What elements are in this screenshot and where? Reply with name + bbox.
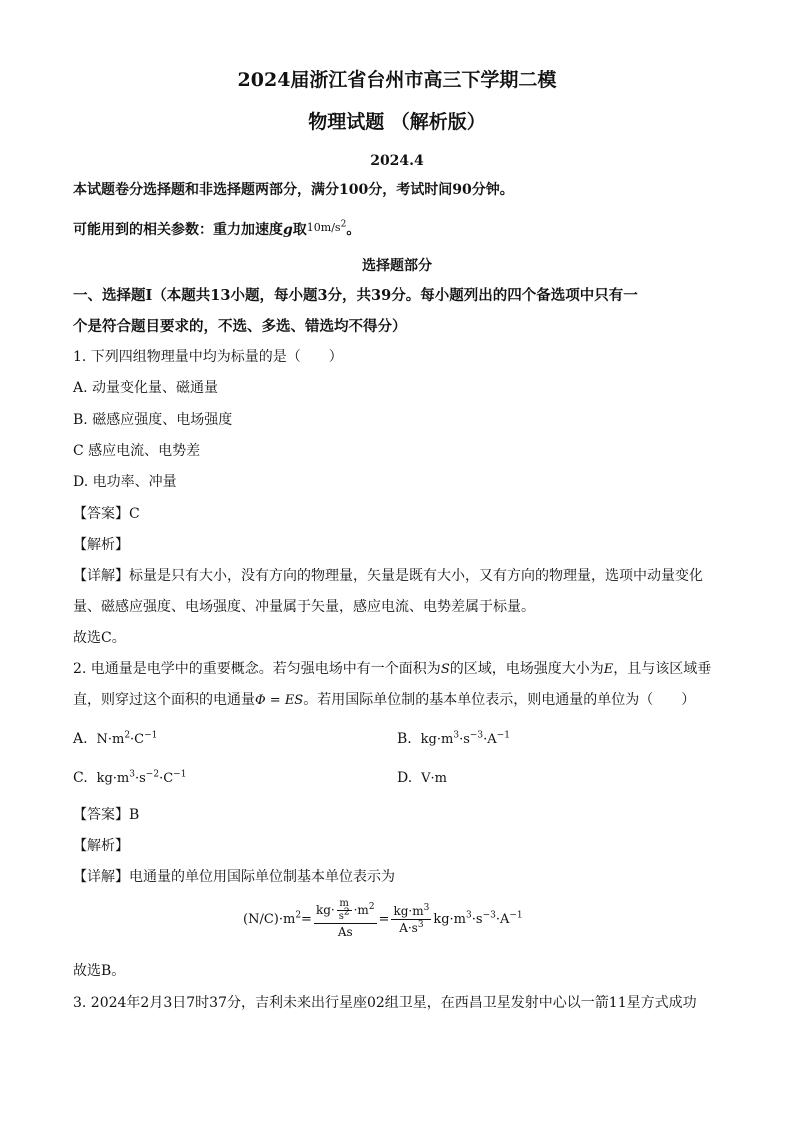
- q2-option-a: A. $N\cdot m^2\cdot C^{-1}$: [73, 730, 158, 747]
- field-symbol: E: [603, 662, 614, 677]
- q1-answer: 【答案】C: [73, 506, 140, 522]
- q1-detail-line-1: 【详解】标量是只有大小，没有方向的物理量，矢量是既有大小，又有方向的物理量，选项中动量变化: [73, 568, 703, 584]
- q2-option-d: D. V·m: [397, 770, 447, 786]
- part1-instructions-line-1: 一、选择题Ⅰ（本题共13小题，每小题3分，共39分。每小题列出的四个备选项中只有一: [73, 287, 638, 304]
- q2-detail: 【详解】电通量的单位用国际单位制基本单位表示为: [73, 869, 395, 885]
- area-symbol: S: [440, 662, 450, 677]
- q1-option-c: C 感应电流、电势差: [73, 443, 201, 459]
- q1-analysis-label: 【解析】: [73, 537, 129, 553]
- fraction-1: kg· $\frac{m}{s^2}$ $\cdot m^2$ As: [315, 898, 375, 939]
- section-heading: 选择题部分: [362, 258, 432, 274]
- q2-analysis-label: 【解析】: [73, 838, 129, 854]
- document-title: 2024届浙江省台州市高三下学期二模: [237, 69, 557, 91]
- unit-derivation-formula: $(N/C)\cdot m^2=$ kg· $\frac{m}{s^2}$ $\cdot m^2$ As = $\frac{kg\cdot m^3}{A\cdot s^3}$ $kg\cdot m^3\cdot s^{-3}\cdot A^{-1}$: [243, 898, 523, 939]
- document-subtitle: 物理试题 （解析版）: [308, 111, 486, 133]
- intro-mid: 取: [292, 222, 307, 238]
- fraction-2: $\frac{kg\cdot m^3}{A\cdot s^3}$: [393, 902, 430, 935]
- intro-suffix: 。: [346, 222, 361, 238]
- intro-line-2: [73, 218, 360, 240]
- q2-option-c: C. $kg\cdot m^3\cdot s^{-2}\cdot C^{-1}$: [73, 769, 187, 786]
- q1-option-b: B. 磁感应强度、电场强度: [73, 412, 233, 428]
- intro-prefix: 可能用到的相关参数：重力加速度: [73, 222, 283, 238]
- q1-detail-line-2: 量、磁感应强度、电场强度、冲量属于矢量，感应电流、电势差属于标量。: [73, 599, 535, 615]
- q2-conclusion: 故选B。: [73, 963, 126, 979]
- gravity-value: 10m/s2: [306, 219, 347, 234]
- q1-stem: 1. 下列四组物理量中均为标量的是（ ）: [73, 349, 343, 365]
- flux-formula: Φ = ES: [255, 693, 304, 708]
- q1-conclusion: 故选C。: [73, 630, 126, 646]
- q2-stem-line-1: 2. 电通量是电学中的重要概念。若匀强电场中有一个面积为S的区域，电场强度大小为E，且与该区域垂: [73, 661, 712, 677]
- q1-option-d: D. 电功率、冲量: [73, 474, 177, 490]
- part1-instructions-line-2: 个是符合题目要求的，不选、多选、错选均不得分）: [73, 318, 407, 335]
- q2-answer: 【答案】B: [73, 807, 140, 823]
- intro-line-1: 本试题卷分选择题和非选择题两部分，满分100分，考试时间90分钟。: [73, 182, 514, 198]
- q2-option-b: B. $kg\cdot m^3\cdot s^{-3}\cdot A^{-1}$: [397, 730, 510, 747]
- gravity-symbol: g: [283, 222, 293, 238]
- document-date: 2024.4: [370, 153, 424, 169]
- q1-option-a: A. 动量变化量、磁通量: [73, 380, 219, 396]
- q3-stem-line-1: 3. 2024年2月3日7时37分，吉利未来出行星座02组卫星，在西昌卫星发射中心以一箭11星方式成功: [73, 995, 697, 1011]
- q2-stem-line-2: 直，则穿过这个面积的电通量Φ = ES。若用国际单位制的基本单位表示，则电通量的单位为（ ）: [73, 692, 696, 708]
